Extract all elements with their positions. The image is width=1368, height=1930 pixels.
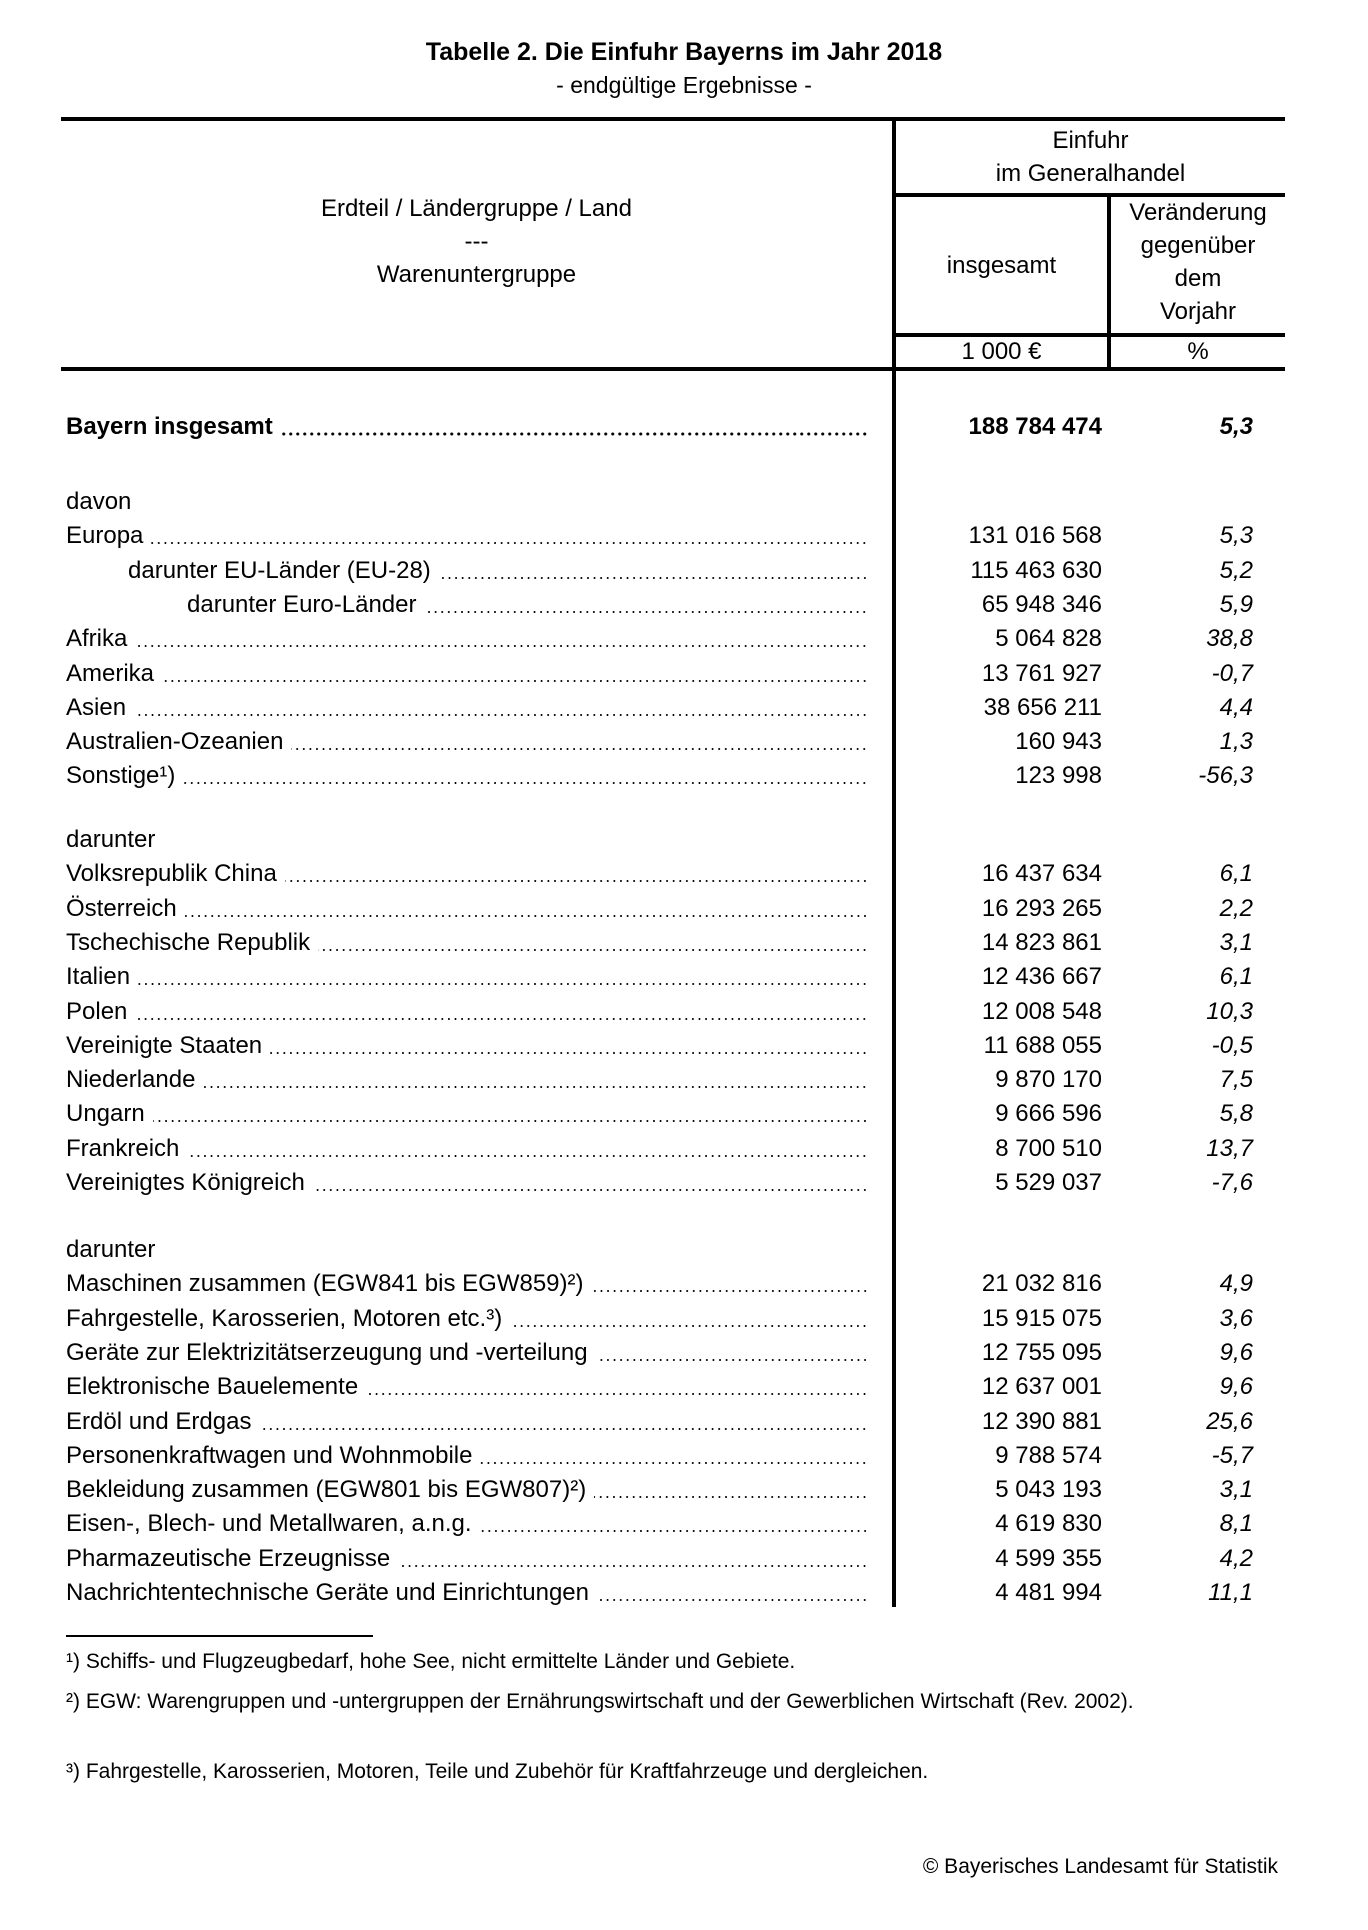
- import-value: 15 915 075: [981, 1305, 1102, 1332]
- change-percent: -0,5: [1211, 1032, 1253, 1059]
- import-value: 9 666 596: [995, 1100, 1102, 1127]
- group-header: [896, 124, 1285, 190]
- import-value: 12 008 548: [981, 998, 1102, 1025]
- row-label: Ungarn: [66, 1100, 145, 1127]
- dot-leader: [424, 610, 868, 614]
- row-label-cell: [66, 1442, 868, 1470]
- import-value: 13 761 927: [981, 660, 1102, 687]
- section-heading: darunter: [66, 826, 156, 853]
- row-label-cell: [128, 557, 868, 585]
- import-value: 65 948 346: [981, 591, 1102, 618]
- import-value: 21 032 816: [981, 1270, 1102, 1297]
- table-row: [0, 1579, 1368, 1607]
- row-label: Australien-Ozeanien: [66, 728, 284, 755]
- dot-leader: [366, 1392, 868, 1396]
- row-label: Bayern insgesamt: [66, 413, 273, 440]
- row-label-cell: [66, 929, 868, 957]
- footnote-rule: [66, 1635, 373, 1637]
- dot-leader: [259, 1427, 868, 1431]
- group-header-line: Einfuhr: [1052, 127, 1129, 154]
- row-label: Italien: [66, 963, 131, 990]
- table-row: [0, 1032, 1368, 1060]
- row-label-cell: [66, 660, 868, 688]
- change-percent: 11,1: [1208, 1579, 1253, 1606]
- table-row: [0, 522, 1368, 550]
- row-label-cell: [66, 1169, 868, 1197]
- row-label: Amerika: [66, 660, 155, 687]
- table-row: [0, 591, 1368, 619]
- row-label-cell: [66, 1032, 868, 1060]
- change-percent: 6,1: [1219, 963, 1253, 990]
- import-value: 16 437 634: [981, 860, 1102, 887]
- unit-total: 1 000 €: [961, 338, 1042, 365]
- row-label-cell: [66, 1476, 868, 1504]
- table-row: [0, 1373, 1368, 1401]
- import-value: 160 943: [1015, 728, 1102, 755]
- import-value: 5 529 037: [995, 1169, 1102, 1196]
- dot-leader: [203, 1085, 868, 1089]
- table-row: [0, 762, 1368, 790]
- table-row: [0, 660, 1368, 688]
- unit-change: %: [1187, 338, 1209, 365]
- change-percent: 2,2: [1219, 895, 1253, 922]
- row-label: Maschinen zusammen (EGW841 bis EGW859)²): [66, 1270, 584, 1297]
- row-label-cell: [66, 1100, 868, 1128]
- dot-leader: [480, 1461, 868, 1465]
- dot-leader: [594, 1495, 868, 1499]
- footnote-2: ²) EGW: Warengruppen und -untergruppen der Ernährungswirtschaft und der Gewerblichen Wirtschaft (Rev. 2002).: [66, 1690, 1134, 1713]
- col-change-header-line: Veränderung: [1129, 199, 1267, 226]
- row-label: Vereinigtes Königreich: [66, 1169, 305, 1196]
- row-label: Sonstige¹): [66, 762, 176, 789]
- change-percent: 5,3: [1219, 522, 1253, 549]
- row-label-cell: [66, 1545, 868, 1573]
- row-label-cell: [66, 860, 868, 888]
- row-label-cell: [66, 895, 868, 923]
- row-label-cell: [66, 1579, 868, 1607]
- dot-leader: [185, 914, 868, 918]
- total-row: [0, 413, 1368, 441]
- dot-leader: [318, 948, 868, 952]
- row-label: Asien: [66, 694, 127, 721]
- row-label-cell: [66, 625, 868, 653]
- change-percent: -5,7: [1211, 1442, 1253, 1469]
- col-total-header: insgesamt: [946, 252, 1057, 279]
- row-label: Volksrepublik China: [66, 860, 277, 887]
- dot-leader: [138, 982, 868, 986]
- section-heading: davon: [66, 488, 132, 515]
- row-label-cell: [66, 1510, 868, 1538]
- change-percent: 5,9: [1219, 591, 1253, 618]
- table-row: [0, 728, 1368, 756]
- col-change-header-line: Vorjahr: [1159, 298, 1237, 325]
- table-row: [0, 1100, 1368, 1128]
- group-header-line: im Generalhandel: [995, 160, 1186, 187]
- table-row: [0, 963, 1368, 991]
- dot-leader: [162, 679, 868, 683]
- table-row: [0, 694, 1368, 722]
- table-row: [0, 1545, 1368, 1573]
- row-label-cell: [66, 1135, 868, 1163]
- dot-leader: [313, 1188, 868, 1192]
- import-value: 4 619 830: [995, 1510, 1102, 1537]
- change-percent: 5,2: [1219, 557, 1253, 584]
- copyright-notice: © Bayerisches Landesamt für Statistik: [922, 1855, 1278, 1878]
- table-row: [0, 557, 1368, 585]
- row-label-cell: [66, 1305, 868, 1333]
- table-row: [0, 929, 1368, 957]
- row-label-cell: [66, 963, 868, 991]
- top-rule: [61, 117, 1285, 121]
- import-value: 12 436 667: [981, 963, 1102, 990]
- dot-leader: [281, 432, 868, 436]
- import-value: 4 481 994: [995, 1579, 1102, 1606]
- row-label: Vereinigte Staaten: [66, 1032, 263, 1059]
- dot-leader: [134, 713, 868, 717]
- row-label-cell: [66, 1373, 868, 1401]
- import-value: 9 870 170: [995, 1066, 1102, 1093]
- dot-leader: [510, 1324, 868, 1328]
- row-label-cell: [66, 1339, 868, 1367]
- change-percent: 5,8: [1219, 1100, 1253, 1127]
- table-title: Tabelle 2. Die Einfuhr Bayerns im Jahr 2018: [425, 38, 943, 66]
- change-percent: 4,2: [1219, 1545, 1253, 1572]
- change-percent: -56,3: [1198, 762, 1253, 789]
- change-percent: 7,5: [1219, 1066, 1253, 1093]
- import-value: 14 823 861: [981, 929, 1102, 956]
- row-label: darunter Euro-Länder: [187, 591, 417, 618]
- import-value: 188 784 474: [968, 413, 1102, 440]
- import-value: 12 637 001: [981, 1373, 1102, 1400]
- dot-leader: [592, 1289, 869, 1293]
- footnote-1: ¹) Schiffs- und Flugzeugbedarf, hohe See, nicht ermittelte Länder und Gebiete.: [66, 1650, 796, 1673]
- row-label: Pharmazeutische Erzeugnisse: [66, 1545, 391, 1572]
- row-label: Tschechische Republik: [66, 929, 311, 956]
- row-label-cell: [66, 1408, 868, 1436]
- footnote-3: ³) Fahrgestelle, Karosserien, Motoren, Teile und Zubehör für Kraftfahrzeuge und dergleichen.: [66, 1760, 929, 1783]
- row-label: Personenkraftwagen und Wohnmobile: [66, 1442, 473, 1469]
- change-percent: 1,3: [1219, 728, 1253, 755]
- change-percent: 4,4: [1219, 694, 1253, 721]
- row-label-cell: [66, 413, 868, 441]
- col-change-header-line: gegenüber: [1140, 232, 1256, 259]
- change-percent: 9,6: [1219, 1373, 1253, 1400]
- row-label-cell: [66, 998, 868, 1026]
- change-percent: 4,9: [1219, 1270, 1253, 1297]
- import-value: 115 463 630: [970, 557, 1102, 584]
- import-value: 9 788 574: [995, 1442, 1102, 1469]
- change-percent: 10,3: [1206, 998, 1253, 1025]
- dot-leader: [135, 644, 868, 648]
- dot-leader: [480, 1529, 868, 1533]
- change-percent: 3,6: [1219, 1305, 1253, 1332]
- table-row: [0, 1305, 1368, 1333]
- table-row: [0, 1339, 1368, 1367]
- col-change-header: [1111, 196, 1285, 328]
- row-label-cell: [66, 1270, 868, 1298]
- dot-leader: [270, 1051, 868, 1055]
- import-value: 5 064 828: [995, 625, 1102, 652]
- row-label-cell: [66, 1066, 868, 1094]
- row-label: Geräte zur Elektrizitätserzeugung und -verteilung: [66, 1339, 588, 1366]
- import-value: 123 998: [1015, 762, 1102, 789]
- table-row: [0, 1270, 1368, 1298]
- import-value: 131 016 568: [968, 522, 1102, 549]
- row-label: Nachrichtentechnische Geräte und Einrichtungen: [66, 1579, 589, 1606]
- col-change-header-line: dem: [1174, 265, 1222, 292]
- section-heading: darunter: [66, 1236, 156, 1263]
- table-row: [0, 1510, 1368, 1538]
- row-label: Europa: [66, 522, 144, 549]
- import-value: 12 755 095: [981, 1339, 1102, 1366]
- change-percent: 9,6: [1219, 1339, 1253, 1366]
- row-label-cell: [66, 728, 868, 756]
- change-percent: 13,7: [1206, 1135, 1253, 1162]
- change-percent: 8,1: [1219, 1510, 1253, 1537]
- dot-leader: [596, 1358, 868, 1362]
- row-label-header: [61, 192, 892, 291]
- change-percent: 6,1: [1219, 860, 1253, 887]
- table-subtitle: - endgültige Ergebnisse -: [556, 72, 812, 98]
- change-percent: -7,6: [1211, 1169, 1253, 1196]
- row-label: Erdöl und Erdgas: [66, 1408, 252, 1435]
- import-value: 8 700 510: [995, 1135, 1102, 1162]
- row-label-cell: [187, 591, 868, 619]
- row-label: Frankreich: [66, 1135, 180, 1162]
- row-label-header-line: Warenuntergruppe: [376, 261, 577, 288]
- change-percent: 25,6: [1206, 1408, 1253, 1435]
- import-value: 38 656 211: [983, 694, 1102, 721]
- import-value: 5 043 193: [995, 1476, 1102, 1503]
- dot-leader: [187, 1154, 868, 1158]
- row-label: Bekleidung zusammen (EGW801 bis EGW807)²): [66, 1476, 587, 1503]
- row-label: darunter EU-Länder (EU-28): [128, 557, 431, 584]
- dot-leader: [597, 1598, 868, 1602]
- row-label: Österreich: [66, 895, 177, 922]
- dot-leader: [183, 781, 868, 785]
- import-value: 16 293 265: [981, 895, 1102, 922]
- table-row: [0, 625, 1368, 653]
- table-row: [0, 1066, 1368, 1094]
- row-label-header-line: Erdteil / Ländergruppe / Land: [321, 195, 632, 222]
- table-row: [0, 860, 1368, 888]
- table-row: [0, 1135, 1368, 1163]
- row-label-cell: [66, 694, 868, 722]
- change-percent: 3,1: [1219, 1476, 1253, 1503]
- row-label: Elektronische Bauelemente: [66, 1373, 359, 1400]
- row-label: Eisen-, Blech- und Metallwaren, a.n.g.: [66, 1510, 472, 1537]
- dot-leader: [398, 1564, 868, 1568]
- change-percent: 3,1: [1219, 929, 1253, 956]
- change-percent: 38,8: [1206, 625, 1253, 652]
- row-label: Niederlande: [66, 1066, 196, 1093]
- import-value: 11 688 055: [983, 1032, 1102, 1059]
- import-value: 12 390 881: [981, 1408, 1102, 1435]
- row-label-cell: [66, 762, 868, 790]
- dot-leader: [153, 1119, 868, 1123]
- dot-leader: [291, 747, 868, 751]
- dot-leader: [285, 879, 868, 883]
- dot-leader: [151, 541, 868, 545]
- change-percent: -0,7: [1211, 660, 1253, 687]
- row-label: Afrika: [66, 625, 128, 652]
- table-row: [0, 1169, 1368, 1197]
- row-label: Fahrgestelle, Karosserien, Motoren etc.³): [66, 1305, 503, 1332]
- table-row: [0, 1442, 1368, 1470]
- change-percent: 5,3: [1219, 413, 1253, 440]
- row-label: Polen: [66, 998, 128, 1025]
- dot-leader: [135, 1017, 868, 1021]
- table-row: [0, 895, 1368, 923]
- import-value: 4 599 355: [995, 1545, 1102, 1572]
- table-row: [0, 998, 1368, 1026]
- row-label-cell: [66, 522, 868, 550]
- dot-leader: [439, 576, 868, 580]
- table-row: [0, 1476, 1368, 1504]
- table-row: [0, 1408, 1368, 1436]
- row-label-header-line: ---: [464, 228, 489, 255]
